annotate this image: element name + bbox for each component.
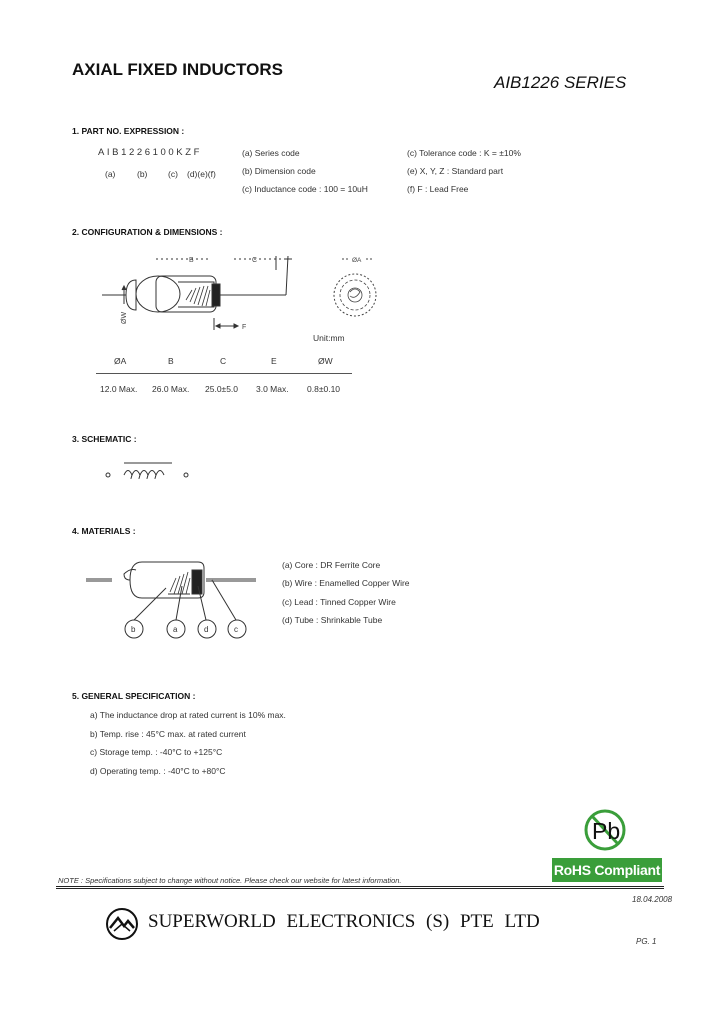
dim-label-b: B: [189, 257, 194, 264]
code-label-b: (b): [137, 169, 148, 179]
unit-label: Unit:mm: [313, 333, 345, 343]
dim-table-value-e: 3.0 Max.: [256, 384, 289, 394]
callout-b: b: [131, 625, 136, 634]
footer-rule-top: [56, 886, 664, 887]
dim-table-value-b: 26.0 Max.: [152, 384, 190, 394]
code-label-a: (a): [105, 169, 116, 179]
dim-table-header-a: ØA: [114, 356, 127, 366]
section-heading-schematic: 3. SCHEMATIC :: [72, 434, 137, 444]
spec-item-d: d) Operating temp. : -40°C to +80°C: [90, 766, 226, 776]
dim-table-header-c: C: [220, 356, 227, 366]
lead-free-pb-text: Pb: [592, 818, 621, 844]
material-wire: (b) Wire : Enamelled Copper Wire: [282, 578, 410, 588]
dim-table-value-c: 25.0±5.0: [205, 384, 239, 394]
rohs-compliant-badge: RoHS Compliant: [552, 858, 662, 882]
material-lead: (c) Lead : Tinned Copper Wire: [282, 597, 396, 607]
dim-label-c: C: [252, 257, 258, 264]
dim-label-w: ØW: [121, 311, 128, 324]
company-name: SUPERWORLD ELECTRONICS (S) PTE LTD: [148, 911, 540, 932]
part-desc-tolerance: (c) Tolerance code : K = ±10%: [407, 148, 521, 158]
document-title: AXIAL FIXED INDUCTORS: [72, 60, 283, 79]
section-heading-part-no: 1. PART NO. EXPRESSION :: [72, 126, 185, 136]
dim-label-a: ØA: [352, 257, 362, 264]
inductor-schematic-symbol: [102, 458, 198, 488]
spec-item-c: c) Storage temp. : -40°C to +125°C: [90, 747, 223, 757]
section-heading-config: 2. CONFIGURATION & DIMENSIONS :: [72, 227, 223, 237]
company-logo-icon: [104, 906, 140, 942]
section-heading-spec: 5. GENERAL SPECIFICATION :: [72, 691, 196, 701]
section-heading-materials: 4. MATERIALS :: [72, 526, 136, 536]
dim-table-header-b: B: [168, 356, 174, 366]
code-label-c: (c): [168, 169, 178, 179]
part-desc-f: (f) F : Lead Free: [407, 184, 469, 194]
dim-table-header-e: E: [271, 356, 277, 366]
inductor-end-view-drawing: [322, 250, 392, 320]
document-date: 18.04.2008: [632, 895, 673, 904]
part-number-code: AIB1226100KZF: [98, 147, 203, 158]
series-name: AIB1226 SERIES: [494, 73, 627, 92]
dim-table-divider: [96, 373, 352, 374]
spec-item-a: a) The inductance drop at rated current is 10% max.: [90, 710, 286, 720]
page-number: PG. 1: [636, 937, 657, 946]
callout-d: d: [204, 625, 209, 634]
inductor-materials-drawing: [86, 552, 266, 642]
dim-table-value-w: 0.8±0.10: [307, 384, 341, 394]
material-core: (a) Core : DR Ferrite Core: [282, 560, 381, 570]
part-desc-e: (e) X, Y, Z : Standard part: [407, 166, 504, 176]
footer-note: NOTE : Specifications subject to change without notice. Please check our website for latest information.: [58, 876, 402, 885]
part-desc-a: (a) Series code: [242, 148, 300, 158]
material-tube: (d) Tube : Shrinkable Tube: [282, 615, 383, 625]
spec-item-b: b) Temp. rise : 45°C max. at rated current: [90, 729, 246, 739]
callout-c: c: [234, 625, 238, 634]
dim-label-f: F: [242, 324, 247, 331]
part-desc-b: (b) Dimension code: [242, 166, 316, 176]
dim-table-value-a: 12.0 Max.: [100, 384, 138, 394]
footer-rule-bottom: [56, 888, 664, 889]
dim-table-header-w: ØW: [318, 356, 333, 366]
callout-a: a: [173, 625, 178, 634]
lead-free-icon: [580, 808, 630, 854]
part-desc-c: (c) Inductance code : 100 = 10uH: [242, 184, 368, 194]
code-label-def: (d)(e)(f): [187, 169, 216, 179]
